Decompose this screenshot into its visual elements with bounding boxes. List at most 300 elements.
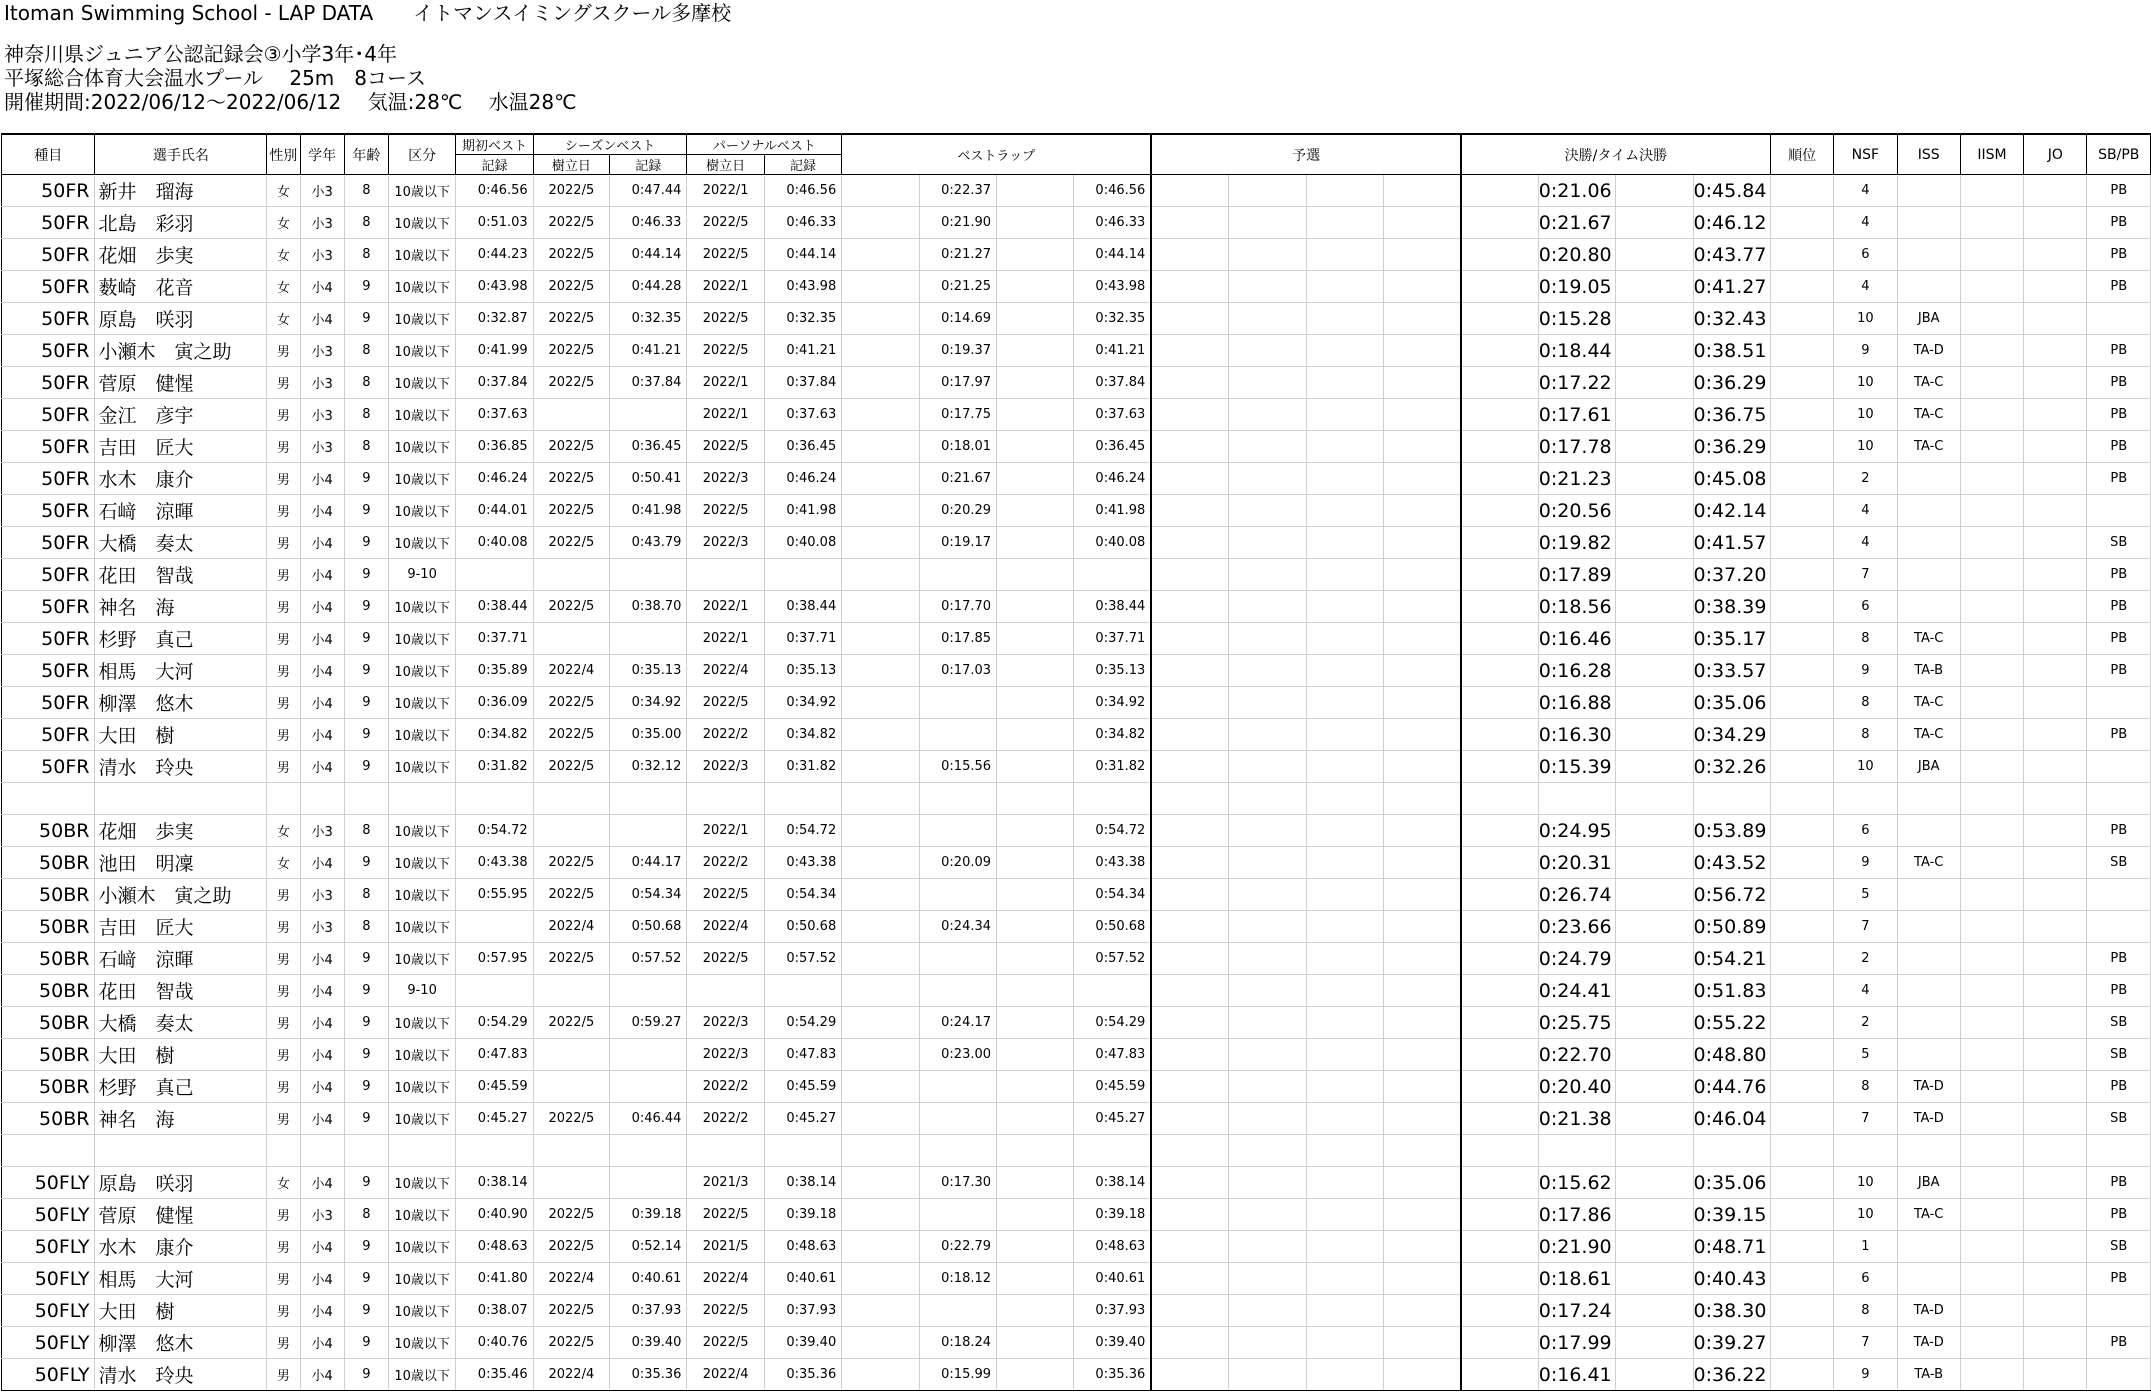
gender-cell: 男 xyxy=(267,719,300,751)
final-split-25 xyxy=(1538,1135,1615,1167)
category-cell: 10歳以下 xyxy=(388,399,455,431)
empty-cell xyxy=(842,847,919,879)
final-split-25: 0:21.90 xyxy=(1538,1231,1615,1263)
sbpb-cell: PB xyxy=(2087,1199,2151,1231)
sbpb-cell xyxy=(2087,751,2151,783)
season-best-date xyxy=(533,623,609,655)
gender-cell: 男 xyxy=(267,1103,300,1135)
term-best-record: 0:35.46 xyxy=(456,1359,533,1391)
spacer-row xyxy=(2,1135,2151,1167)
empty-cell xyxy=(1461,1039,1538,1071)
term-best-record: 0:34.82 xyxy=(456,719,533,751)
table-row xyxy=(2,911,2151,943)
empty-cell xyxy=(1151,1103,1228,1135)
empty-cell xyxy=(1616,975,1693,1007)
empty-cell xyxy=(1229,1295,1306,1327)
empty-cell xyxy=(1229,911,1306,943)
final-split-25: 0:23.66 xyxy=(1538,911,1615,943)
empty-cell xyxy=(1461,943,1538,975)
empty-cell xyxy=(1229,623,1306,655)
personal-best-record: 0:37.93 xyxy=(764,1295,841,1327)
event-cell: 50FR xyxy=(2,495,95,527)
personal-best-record: 0:31.82 xyxy=(764,751,841,783)
empty-cell xyxy=(1960,847,2023,879)
category-cell xyxy=(388,1135,455,1167)
empty-cell xyxy=(1960,1295,2023,1327)
sbpb-cell: PB xyxy=(2087,943,2151,975)
personal-best-date: 2022/1 xyxy=(687,175,764,207)
empty-cell xyxy=(1616,687,1693,719)
season-best-record: 0:52.14 xyxy=(610,1231,687,1263)
season-best-date: 2022/5 xyxy=(533,495,609,527)
event-cell: 50FLY xyxy=(2,1263,95,1295)
iss-cell xyxy=(1897,495,1960,527)
personal-best-date: 2022/4 xyxy=(687,1263,764,1295)
empty-cell xyxy=(2024,1167,2087,1199)
personal-best-date: 2022/3 xyxy=(687,527,764,559)
sbpb-cell: PB xyxy=(2087,1071,2151,1103)
gender-cell: 女 xyxy=(267,815,300,847)
athlete-name: 花田 智哉 xyxy=(95,975,267,1007)
term-best-record: 0:36.09 xyxy=(456,687,533,719)
lap-final: 0:41.21 xyxy=(1074,335,1151,367)
empty-cell xyxy=(1229,655,1306,687)
col-final: 決勝/タイム決勝 xyxy=(1461,134,1771,175)
empty-cell xyxy=(2024,1327,2087,1359)
lap-split-50: 0:19.17 xyxy=(919,527,996,559)
empty-cell xyxy=(1770,1295,1833,1327)
personal-best-date: 2022/5 xyxy=(687,431,764,463)
season-best-date: 2022/5 xyxy=(533,463,609,495)
lap-final: 0:31.82 xyxy=(1074,751,1151,783)
empty-cell xyxy=(1229,527,1306,559)
final-time: 0:50.89 xyxy=(1693,911,1770,943)
empty-cell xyxy=(1229,239,1306,271)
grade-cell: 小3 xyxy=(300,399,344,431)
iss-cell xyxy=(1897,527,1960,559)
empty-cell xyxy=(1229,335,1306,367)
empty-cell xyxy=(842,1007,919,1039)
lap-split-50: 0:17.30 xyxy=(919,1167,996,1199)
empty-cell xyxy=(1616,655,1693,687)
empty-cell xyxy=(1229,783,1306,815)
empty-cell xyxy=(1770,1167,1833,1199)
empty-cell xyxy=(1383,1039,1460,1071)
lap-split-50: 0:21.90 xyxy=(919,207,996,239)
empty-cell xyxy=(997,783,1074,815)
athlete-name: 大橋 奏太 xyxy=(95,527,267,559)
empty-cell xyxy=(842,911,919,943)
season-best-date: 2022/5 xyxy=(533,751,609,783)
empty-cell xyxy=(1770,527,1833,559)
iss-cell: JBA xyxy=(1897,303,1960,335)
personal-best-record xyxy=(764,559,841,591)
nsf-cell: 6 xyxy=(1834,1263,1897,1295)
age-cell: 9 xyxy=(344,751,388,783)
personal-best-date: 2022/3 xyxy=(687,751,764,783)
lap-split-50: 0:18.24 xyxy=(919,1327,996,1359)
season-best-date xyxy=(533,399,609,431)
empty-cell xyxy=(842,1167,919,1199)
empty-cell xyxy=(1461,1007,1538,1039)
season-best-date xyxy=(533,1071,609,1103)
lap-split-50: 0:17.70 xyxy=(919,591,996,623)
season-best-record: 0:43.79 xyxy=(610,527,687,559)
empty-cell xyxy=(1383,495,1460,527)
final-time: 0:35.06 xyxy=(1693,687,1770,719)
term-best-record: 0:35.89 xyxy=(456,655,533,687)
empty-cell xyxy=(1461,1199,1538,1231)
empty-cell xyxy=(1306,1039,1383,1071)
lap-final: 0:44.14 xyxy=(1074,239,1151,271)
empty-cell xyxy=(1229,399,1306,431)
gender-cell: 男 xyxy=(267,1359,300,1391)
empty-cell xyxy=(997,1103,1074,1135)
gender-cell: 男 xyxy=(267,1007,300,1039)
season-best-record: 0:32.12 xyxy=(610,751,687,783)
final-time: 0:53.89 xyxy=(1693,815,1770,847)
empty-cell xyxy=(1306,271,1383,303)
empty-cell xyxy=(1306,239,1383,271)
empty-cell xyxy=(1151,239,1228,271)
season-best-date: 2022/5 xyxy=(533,367,609,399)
col-term-best-record: 記録 xyxy=(456,155,533,175)
age-cell: 9 xyxy=(344,655,388,687)
lap-final: 0:39.18 xyxy=(1074,1199,1151,1231)
age-cell: 9 xyxy=(344,1167,388,1199)
venue-info: 平塚総合体育大会温水プール 25m 8コース xyxy=(4,66,427,90)
gender-cell: 男 xyxy=(267,463,300,495)
col-season-best-record: 記録 xyxy=(610,155,687,175)
final-time: 0:36.22 xyxy=(1693,1359,1770,1391)
athlete-name: 原島 咲羽 xyxy=(95,1167,267,1199)
sbpb-cell xyxy=(2087,783,2151,815)
event-cell: 50FR xyxy=(2,335,95,367)
event-cell xyxy=(2,1135,95,1167)
category-cell: 10歳以下 xyxy=(388,1167,455,1199)
empty-cell xyxy=(997,655,1074,687)
final-split-25: 0:16.41 xyxy=(1538,1359,1615,1391)
empty-cell xyxy=(1616,847,1693,879)
empty-cell xyxy=(1461,271,1538,303)
season-best-date: 2022/5 xyxy=(533,271,609,303)
empty-cell xyxy=(1960,463,2023,495)
empty-cell xyxy=(1960,559,2023,591)
col-rank: 順位 xyxy=(1770,134,1833,175)
empty-cell xyxy=(997,431,1074,463)
empty-cell xyxy=(2024,975,2087,1007)
empty-cell xyxy=(1306,207,1383,239)
season-best-record xyxy=(610,975,687,1007)
age-cell: 8 xyxy=(344,815,388,847)
season-best-record: 0:50.41 xyxy=(610,463,687,495)
empty-cell xyxy=(1229,463,1306,495)
season-best-record: 0:46.33 xyxy=(610,207,687,239)
age-cell: 9 xyxy=(344,495,388,527)
grade-cell: 小4 xyxy=(300,1327,344,1359)
final-time: 0:45.08 xyxy=(1693,463,1770,495)
table-row xyxy=(2,207,2151,239)
personal-best-record: 0:43.38 xyxy=(764,847,841,879)
athlete-name: 大田 樹 xyxy=(95,1295,267,1327)
empty-cell xyxy=(1770,975,1833,1007)
personal-best-date: 2022/5 xyxy=(687,1295,764,1327)
empty-cell xyxy=(1306,463,1383,495)
athlete-name: 吉田 匠大 xyxy=(95,431,267,463)
category-cell: 10歳以下 xyxy=(388,879,455,911)
sbpb-cell: PB xyxy=(2087,239,2151,271)
lap-split-50: 0:21.67 xyxy=(919,463,996,495)
final-split-25 xyxy=(1538,783,1615,815)
term-best-record: 0:38.44 xyxy=(456,591,533,623)
sbpb-cell xyxy=(2087,879,2151,911)
grade-cell: 小4 xyxy=(300,1071,344,1103)
lap-split-50 xyxy=(919,943,996,975)
empty-cell xyxy=(1151,1199,1228,1231)
lap-split-50 xyxy=(919,1071,996,1103)
iss-cell: TA-B xyxy=(1897,1359,1960,1391)
personal-best-date: 2021/5 xyxy=(687,1231,764,1263)
col-gender: 性別 xyxy=(267,134,300,175)
empty-cell xyxy=(1229,495,1306,527)
empty-cell xyxy=(997,815,1074,847)
empty-cell xyxy=(2024,1263,2087,1295)
empty-cell xyxy=(997,367,1074,399)
empty-cell xyxy=(1960,1135,2023,1167)
empty-cell xyxy=(997,1007,1074,1039)
empty-cell xyxy=(1461,527,1538,559)
col-term-best: 期初ベスト xyxy=(456,134,533,155)
empty-cell xyxy=(1229,719,1306,751)
table-row xyxy=(2,1359,2151,1391)
empty-cell xyxy=(1461,495,1538,527)
table-row xyxy=(2,1199,2151,1231)
lap-final xyxy=(1074,559,1151,591)
empty-cell xyxy=(1306,655,1383,687)
empty-cell xyxy=(997,943,1074,975)
gender-cell: 男 xyxy=(267,943,300,975)
lap-final: 0:54.34 xyxy=(1074,879,1151,911)
final-time: 0:54.21 xyxy=(1693,943,1770,975)
sbpb-cell: PB xyxy=(2087,399,2151,431)
empty-cell xyxy=(1306,623,1383,655)
lap-final: 0:45.59 xyxy=(1074,1071,1151,1103)
empty-cell xyxy=(1960,239,2023,271)
empty-cell xyxy=(1383,1103,1460,1135)
empty-cell xyxy=(1151,751,1228,783)
empty-cell xyxy=(1151,687,1228,719)
personal-best-date xyxy=(687,975,764,1007)
athlete-name: 菅原 健惺 xyxy=(95,1199,267,1231)
empty-cell xyxy=(1151,1039,1228,1071)
empty-cell xyxy=(2024,271,2087,303)
final-split-25: 0:16.88 xyxy=(1538,687,1615,719)
sbpb-cell: PB xyxy=(2087,367,2151,399)
empty-cell xyxy=(1461,1263,1538,1295)
empty-cell xyxy=(1461,463,1538,495)
personal-best-record: 0:45.27 xyxy=(764,1103,841,1135)
empty-cell xyxy=(997,495,1074,527)
age-cell: 8 xyxy=(344,399,388,431)
empty-cell xyxy=(2024,655,2087,687)
iss-cell xyxy=(1897,175,1960,207)
empty-cell xyxy=(1770,1103,1833,1135)
table-row xyxy=(2,303,2151,335)
nsf-cell: 4 xyxy=(1834,175,1897,207)
final-time: 0:46.04 xyxy=(1693,1103,1770,1135)
personal-best-date: 2022/1 xyxy=(687,367,764,399)
nsf-cell: 8 xyxy=(1834,1071,1897,1103)
iss-cell xyxy=(1897,1135,1960,1167)
empty-cell xyxy=(1151,911,1228,943)
final-split-25: 0:24.95 xyxy=(1538,815,1615,847)
season-best-date: 2022/5 xyxy=(533,1295,609,1327)
empty-cell xyxy=(1770,911,1833,943)
lap-final: 0:40.08 xyxy=(1074,527,1151,559)
season-best-date: 2022/5 xyxy=(533,431,609,463)
season-best-date: 2022/5 xyxy=(533,1231,609,1263)
col-iism: IISM xyxy=(1960,134,2023,175)
personal-best-record: 0:32.35 xyxy=(764,303,841,335)
empty-cell xyxy=(1461,655,1538,687)
category-cell: 10歳以下 xyxy=(388,1359,455,1391)
personal-best-record: 0:46.33 xyxy=(764,207,841,239)
term-best-record xyxy=(456,783,533,815)
event-cell: 50FR xyxy=(2,687,95,719)
empty-cell xyxy=(997,175,1074,207)
final-split-25: 0:20.40 xyxy=(1538,1071,1615,1103)
empty-cell xyxy=(1306,943,1383,975)
lap-split-50 xyxy=(919,559,996,591)
athlete-name: 相馬 大河 xyxy=(95,1263,267,1295)
empty-cell xyxy=(1151,271,1228,303)
empty-cell xyxy=(1461,1359,1538,1391)
empty-cell xyxy=(2024,719,2087,751)
empty-cell xyxy=(1229,1327,1306,1359)
lap-final: 0:40.61 xyxy=(1074,1263,1151,1295)
season-best-record xyxy=(610,815,687,847)
empty-cell xyxy=(997,1359,1074,1391)
season-best-date xyxy=(533,975,609,1007)
table-row xyxy=(2,879,2151,911)
category-cell: 10歳以下 xyxy=(388,1071,455,1103)
season-best-date: 2022/5 xyxy=(533,207,609,239)
empty-cell xyxy=(1616,1071,1693,1103)
nsf-cell: 6 xyxy=(1834,815,1897,847)
event-cell: 50FR xyxy=(2,655,95,687)
empty-cell xyxy=(1770,687,1833,719)
gender-cell: 男 xyxy=(267,687,300,719)
sbpb-cell: PB xyxy=(2087,975,2151,1007)
category-cell: 10歳以下 xyxy=(388,1199,455,1231)
grade-cell: 小4 xyxy=(300,687,344,719)
lap-final: 0:34.92 xyxy=(1074,687,1151,719)
event-cell: 50FR xyxy=(2,367,95,399)
event-cell: 50FLY xyxy=(2,1295,95,1327)
col-personal-best: パーソナルベスト xyxy=(687,134,842,155)
empty-cell xyxy=(1960,1103,2023,1135)
empty-cell xyxy=(1960,1071,2023,1103)
personal-best-record: 0:34.82 xyxy=(764,719,841,751)
empty-cell xyxy=(1770,751,1833,783)
empty-cell xyxy=(1229,1071,1306,1103)
empty-cell xyxy=(842,431,919,463)
lap-final: 0:57.52 xyxy=(1074,943,1151,975)
empty-cell xyxy=(997,591,1074,623)
lap-split-50: 0:24.17 xyxy=(919,1007,996,1039)
empty-cell xyxy=(1461,783,1538,815)
empty-cell xyxy=(1770,623,1833,655)
personal-best-record xyxy=(764,1135,841,1167)
table-row xyxy=(2,815,2151,847)
personal-best-date: 2022/2 xyxy=(687,1103,764,1135)
empty-cell xyxy=(1960,207,2023,239)
table-row xyxy=(2,1263,2151,1295)
col-iss: ISS xyxy=(1897,134,1960,175)
gender-cell: 男 xyxy=(267,431,300,463)
category-cell: 10歳以下 xyxy=(388,463,455,495)
table-row xyxy=(2,559,2151,591)
nsf-cell: 8 xyxy=(1834,1295,1897,1327)
season-best-record: 0:35.00 xyxy=(610,719,687,751)
sbpb-cell: PB xyxy=(2087,623,2151,655)
empty-cell xyxy=(1960,943,2023,975)
empty-cell xyxy=(1151,1007,1228,1039)
grade-cell: 小4 xyxy=(300,655,344,687)
age-cell: 9 xyxy=(344,1231,388,1263)
empty-cell xyxy=(1616,303,1693,335)
final-time: 0:35.17 xyxy=(1693,623,1770,655)
nsf-cell: 8 xyxy=(1834,719,1897,751)
final-time xyxy=(1693,1135,1770,1167)
final-time: 0:33.57 xyxy=(1693,655,1770,687)
sbpb-cell xyxy=(2087,1359,2151,1391)
final-time: 0:39.27 xyxy=(1693,1327,1770,1359)
empty-cell xyxy=(1960,687,2023,719)
category-cell: 10歳以下 xyxy=(388,431,455,463)
grade-cell: 小4 xyxy=(300,751,344,783)
season-best-date: 2022/4 xyxy=(533,655,609,687)
term-best-record: 0:46.24 xyxy=(456,463,533,495)
nsf-cell: 7 xyxy=(1834,1327,1897,1359)
empty-cell xyxy=(1960,975,2023,1007)
empty-cell xyxy=(1229,1103,1306,1135)
iss-cell xyxy=(1897,207,1960,239)
empty-cell xyxy=(1306,431,1383,463)
season-best-record xyxy=(610,559,687,591)
empty-cell xyxy=(1616,431,1693,463)
final-time: 0:43.52 xyxy=(1693,847,1770,879)
table-row xyxy=(2,1103,2151,1135)
sbpb-cell: SB xyxy=(2087,1103,2151,1135)
empty-cell xyxy=(1151,847,1228,879)
empty-cell xyxy=(1383,943,1460,975)
term-best-record: 0:54.29 xyxy=(456,1007,533,1039)
empty-cell xyxy=(1383,783,1460,815)
empty-cell xyxy=(2024,463,2087,495)
sbpb-cell xyxy=(2087,303,2151,335)
grade-cell: 小4 xyxy=(300,527,344,559)
grade-cell: 小4 xyxy=(300,1039,344,1071)
final-split-25: 0:16.46 xyxy=(1538,623,1615,655)
empty-cell xyxy=(1383,975,1460,1007)
empty-cell xyxy=(1770,655,1833,687)
empty-cell xyxy=(1960,591,2023,623)
category-cell: 10歳以下 xyxy=(388,367,455,399)
category-cell: 10歳以下 xyxy=(388,527,455,559)
gender-cell: 男 xyxy=(267,655,300,687)
empty-cell xyxy=(1383,591,1460,623)
